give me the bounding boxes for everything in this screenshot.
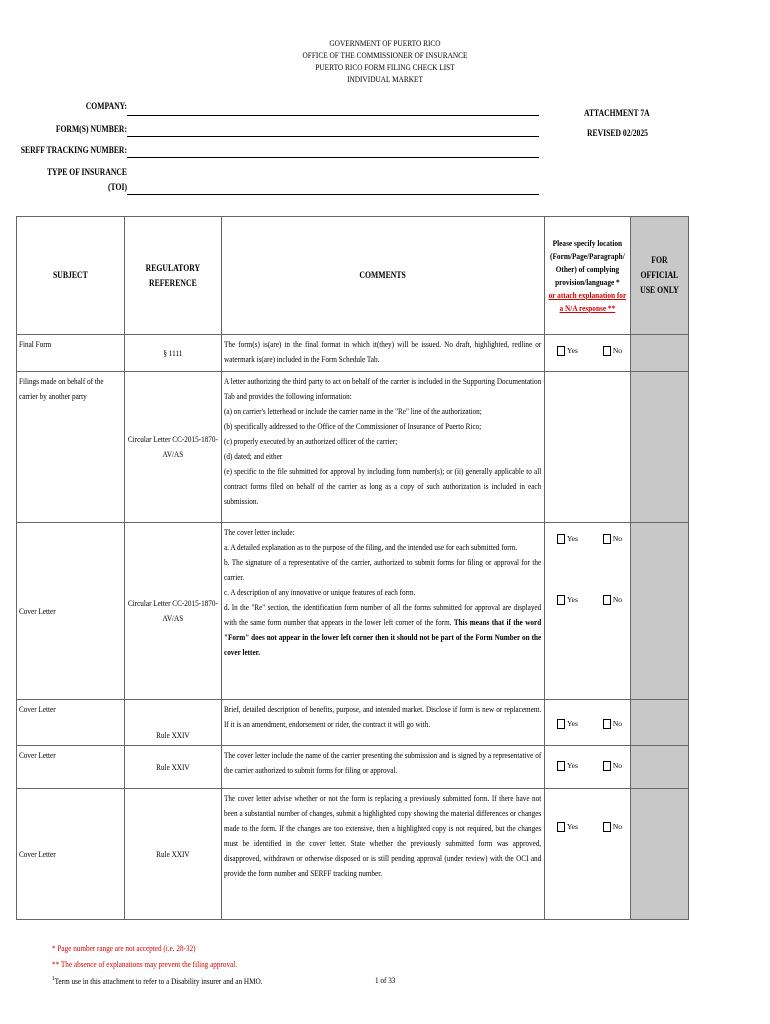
- header-line-4: INDIVIDUAL MARKET: [347, 74, 423, 84]
- forms-number-label: FORM(S) NUMBER:: [55, 124, 127, 134]
- row-response: [545, 700, 631, 746]
- row-comment: The cover letter include: a. A detailed explanation as to the purpose of the filing, and the intended use for each submitted form. b. The signature of a representative of the carrier, authorized to submit forms for filing or approval for the carrier. c. A description of any innovative or unique features of each form. d. In the "Re" section, the identification form number of all the forms submitted for approval are displayed with the same form number that appears in the lower left corner of the form. This means that if the word "Form" does not appear in the lower left corner then it should not be part of the Form Number on the cover letter.: [222, 523, 545, 700]
- no-option[interactable]: No: [603, 758, 622, 773]
- toi-field[interactable]: [127, 194, 539, 195]
- location-header-red: or attach explanation for a N/A response **: [548, 289, 627, 313]
- footnote-explanations: ** The absence of explanations may prevent the filing approval.: [52, 960, 238, 969]
- footnote-page-range: * Page number range are not accepted (i.e. 28-32): [52, 944, 196, 953]
- row-reference: § 1111: [125, 335, 222, 372]
- no-option[interactable]: No: [603, 343, 622, 358]
- yes-checkbox[interactable]: [557, 595, 565, 605]
- yes-checkbox[interactable]: [557, 719, 565, 729]
- row-comment: The form(s) is(are) in the final format in which it(they) will be issued. No draft, highlighted, redline or watermark is(are) included in the Form Schedule Tab.: [222, 335, 545, 372]
- row-official: [631, 523, 689, 700]
- toi-label-1: TYPE OF INSURANCE: [46, 167, 127, 177]
- yes-option[interactable]: Yes: [557, 592, 578, 607]
- yes-option[interactable]: Yes: [557, 716, 578, 731]
- row-subject: Cover Letter: [17, 789, 125, 920]
- yes-checkbox[interactable]: [557, 822, 565, 832]
- no-checkbox[interactable]: [603, 346, 611, 356]
- no-checkbox[interactable]: [603, 595, 611, 605]
- row-response: [545, 789, 631, 920]
- row-reference: Rule XXIV: [125, 789, 222, 920]
- row-response: [545, 335, 631, 372]
- company-field[interactable]: [127, 115, 539, 116]
- yes-option[interactable]: Yes: [557, 343, 578, 358]
- official-header: FOR OFFICIAL USE ONLY: [631, 217, 689, 335]
- row-official: [631, 789, 689, 920]
- row-subject: Final Form: [17, 335, 125, 372]
- row-subject: Cover Letter: [17, 700, 125, 746]
- row-comment: Brief, detailed description of benefits, purpose, and intended market. Disclose if form is new or replacement. If it is an amendment, endorsement or rider, the contract it will go with.: [222, 700, 545, 746]
- row-reference: Circular Letter CC-2015-1870-AV/AS: [125, 372, 222, 523]
- row-official: [631, 372, 689, 523]
- comments-header: COMMENTS: [222, 217, 545, 335]
- no-checkbox[interactable]: [603, 534, 611, 544]
- row-subject: Filings made on behalf of the carrier by another party: [17, 372, 125, 523]
- row-subject: Cover Letter: [17, 746, 125, 789]
- no-option[interactable]: No: [603, 819, 622, 834]
- row-reference: Circular Letter CC-2015-1870-AV/AS: [125, 523, 222, 700]
- footnote-term: $^1$Term use in this attachment to refer to a Disability insurer and an HMO.: [52, 976, 263, 986]
- row-comment: The cover letter advise whether or not the form is replacing a previously submitted form. If there have not been a substantial number of changes, submit a highlighted copy showing the material differences or changes made to the form. If the changes are too extensive, then a highlighted copy is not required, but the changes must be identified in the cover letter. State whether the previously submitted form was approved, disapproved, withdrawn or otherwise disposed or is still pending approval (under review) with the OCI and provide the form number and SERFF tracking number.: [222, 789, 545, 920]
- row-response: [545, 372, 631, 523]
- row-subject: Cover Letter: [17, 523, 125, 700]
- forms-number-field[interactable]: [127, 136, 539, 137]
- no-option[interactable]: No: [603, 531, 622, 546]
- row-comment: A letter authorizing the third party to act on behalf of the carrier is included in the Supporting Documentation Tab and provides the following information: (a) on carrier's letterhead or include the carrier name in the "Re" line of the authorization; (b) specifically addressed to the Office of the Commissioner of Insurance of Puerto Rico; (c) properly executed by an authorized officer of the carrier; (d) dated; and either (e) specific to the file submitted for approval by including form number(s); or (ii) generally applicable to all contract forms filed on behalf of the carrier as long as a copy of such authorization is included in each submission.: [222, 372, 545, 523]
- checklist-table: [16, 216, 689, 920]
- yes-option[interactable]: Yes: [557, 531, 578, 546]
- footnote-superscript: 1: [52, 976, 55, 982]
- serff-field[interactable]: [127, 157, 539, 158]
- subject-header: SUBJECT: [17, 217, 125, 335]
- attachment-label: ATTACHMENT 7A: [584, 108, 650, 118]
- table-row: [17, 789, 689, 920]
- no-checkbox[interactable]: [603, 719, 611, 729]
- table-row: [17, 746, 689, 789]
- yes-checkbox[interactable]: [557, 346, 565, 356]
- no-checkbox[interactable]: [603, 761, 611, 771]
- header-line-3: PUERTO RICO FORM FILING CHECK LIST: [315, 62, 455, 72]
- row-reference: Rule XXIV: [125, 700, 222, 746]
- no-option[interactable]: No: [603, 716, 622, 731]
- page-number: 1 of 33: [375, 976, 396, 985]
- row-response: [545, 746, 631, 789]
- serff-label: SERFF TRACKING NUMBER:: [20, 145, 128, 155]
- row-response: [545, 523, 631, 700]
- revised-label: REVISED 02/2025: [587, 128, 649, 138]
- table-row: [17, 523, 689, 700]
- company-label: COMPANY:: [85, 101, 127, 111]
- no-option[interactable]: No: [603, 592, 622, 607]
- table-row: [17, 372, 689, 523]
- row-official: [631, 746, 689, 789]
- yes-checkbox[interactable]: [557, 761, 565, 771]
- reference-header: REGULATORY REFERENCE: [125, 217, 222, 335]
- yes-option[interactable]: Yes: [557, 758, 578, 773]
- row-official: [631, 335, 689, 372]
- table-row: [17, 335, 689, 372]
- row-official: [631, 700, 689, 746]
- header-line-2: OFFICE OF THE COMMISSIONER OF INSURANCE: [302, 50, 468, 60]
- row-comment: The cover letter include the name of the carrier presenting the submission and is signed by a representative of the carrier authorized to submit forms for filing or approval.: [222, 746, 545, 789]
- table-row: [17, 700, 689, 746]
- header-line-1: GOVERNMENT OF PUERTO RICO: [329, 38, 441, 48]
- toi-label-2: (TOI): [108, 182, 127, 192]
- location-header: Please specify location (Form/Page/Paragraph/ Other) of complying provision/language * or attach explanation for a N/A response **: [545, 217, 631, 335]
- table-header-row: [17, 217, 689, 335]
- yes-option[interactable]: Yes: [557, 819, 578, 834]
- row-reference: Rule XXIV: [125, 746, 222, 789]
- yes-checkbox[interactable]: [557, 534, 565, 544]
- no-checkbox[interactable]: [603, 822, 611, 832]
